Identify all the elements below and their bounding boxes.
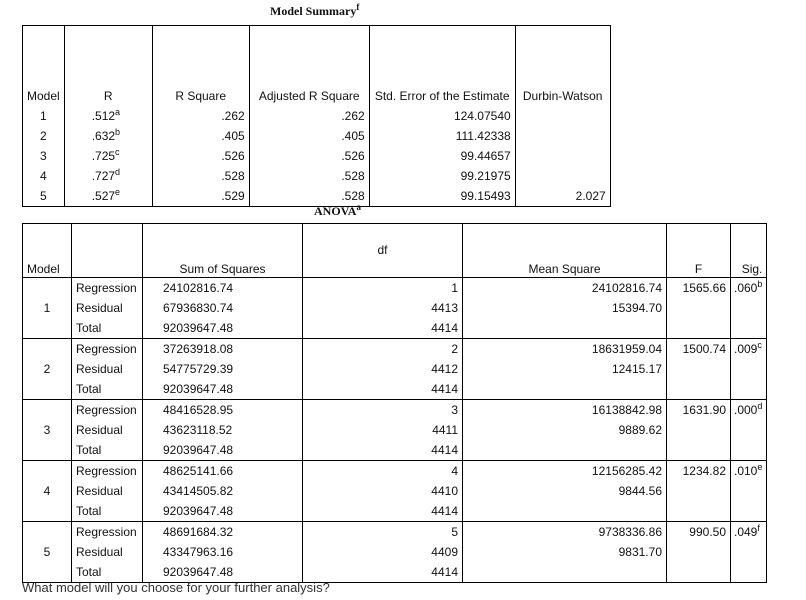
anova-sig-number: .010 xyxy=(734,464,758,478)
anova-table xyxy=(22,223,767,583)
durbin-watson-value xyxy=(515,166,610,186)
anova-mean-square xyxy=(463,562,667,583)
r-value-footnote: d xyxy=(115,167,121,177)
adjusted-r-square-value: .528 xyxy=(249,166,369,186)
anova-source: Regression xyxy=(72,339,143,360)
model-number: 4 xyxy=(23,166,65,186)
anova-sum-of-squares: 92039647.48 xyxy=(143,318,303,339)
anova-f-empty xyxy=(667,298,731,318)
model-summary-row xyxy=(23,166,611,186)
r-value-number: .527 xyxy=(91,189,116,203)
anova-sig-empty xyxy=(731,379,767,400)
anova-mean-square xyxy=(463,501,667,522)
anova-mean-square: 12415.17 xyxy=(463,359,667,379)
anova-f-value: 1500.74 xyxy=(667,339,731,360)
anova-f-empty xyxy=(667,481,731,501)
anova-sum-of-squares: 92039647.48 xyxy=(143,562,303,583)
r-value-footnote: b xyxy=(115,127,121,137)
anova-row xyxy=(23,522,767,543)
std-error-value: 99.21975 xyxy=(369,166,515,186)
anova-mean-square: 9738336.86 xyxy=(463,522,667,543)
anova-f-value: 1234.82 xyxy=(667,461,731,482)
anova-sig-empty xyxy=(731,562,767,583)
anova-row xyxy=(23,318,767,339)
anova-sig-value xyxy=(731,400,767,421)
model-summary-header-row xyxy=(23,26,611,107)
adjusted-r-square-value: .405 xyxy=(249,126,369,146)
r-value xyxy=(64,186,152,207)
anova-row xyxy=(23,298,767,318)
anova-sum-of-squares: 43623118.52 xyxy=(143,420,303,440)
anova-df: 4414 xyxy=(303,440,463,461)
anova-body xyxy=(23,278,767,583)
anova-sum-of-squares: 37263918.08 xyxy=(143,339,303,360)
anova-row xyxy=(23,379,767,400)
anova-row xyxy=(23,420,767,440)
anova-sig-empty xyxy=(731,420,767,440)
r-value-number: .512 xyxy=(91,109,116,123)
anova-mean-square xyxy=(463,318,667,339)
std-error-value: 111.42338 xyxy=(369,126,515,146)
question-text: What model will you choose for your further analysis? xyxy=(22,580,330,595)
header-adjusted-r-square: Adjusted R Square xyxy=(249,26,369,107)
std-error-value: 99.15493 xyxy=(369,186,515,207)
durbin-watson-value xyxy=(515,146,610,166)
anova-f-empty xyxy=(667,379,731,400)
r-value-number: .725 xyxy=(91,149,116,163)
anova-f-value: 1631.90 xyxy=(667,400,731,421)
anova-row xyxy=(23,359,767,379)
r-square-value: .405 xyxy=(152,126,249,146)
anova-df: 4410 xyxy=(303,481,463,501)
model-summary-title-footnote: f xyxy=(356,2,360,12)
anova-sum-of-squares: 24102816.74 xyxy=(143,278,303,299)
anova-df: 4413 xyxy=(303,298,463,318)
anova-f-value: 990.50 xyxy=(667,522,731,543)
anova-f-value: 1565.66 xyxy=(667,278,731,299)
anova-f-empty xyxy=(667,359,731,379)
anova-row xyxy=(23,481,767,501)
anova-row xyxy=(23,440,767,461)
header-durbin-watson: Durbin-Watson xyxy=(522,89,603,103)
std-error-value: 124.07540 xyxy=(369,106,515,126)
anova-sum-of-squares: 43347963.16 xyxy=(143,542,303,562)
anova-sum-of-squares: 92039647.48 xyxy=(143,440,303,461)
r-value-footnote: e xyxy=(115,187,121,197)
anova-source: Regression xyxy=(72,522,143,543)
adjusted-r-square-value: .262 xyxy=(249,106,369,126)
model-summary-row xyxy=(23,126,611,146)
anova-header-source xyxy=(72,224,143,278)
anova-df: 4414 xyxy=(303,501,463,522)
anova-f-empty xyxy=(667,440,731,461)
model-summary-row xyxy=(23,146,611,166)
anova-source: Regression xyxy=(72,278,143,299)
anova-sig-value xyxy=(731,522,767,543)
anova-mean-square: 9844.56 xyxy=(463,481,667,501)
r-value xyxy=(64,106,152,126)
anova-df: 1 xyxy=(303,278,463,299)
anova-header-row xyxy=(23,224,767,278)
anova-model-number: 2 xyxy=(23,339,72,400)
anova-model-number: 5 xyxy=(23,522,72,583)
anova-source: Total xyxy=(72,562,143,583)
r-square-value: .526 xyxy=(152,146,249,166)
anova-sig-value xyxy=(731,461,767,482)
durbin-watson-value xyxy=(515,126,610,146)
anova-mean-square: 16138842.98 xyxy=(463,400,667,421)
anova-title xyxy=(314,204,361,219)
anova-source: Total xyxy=(72,501,143,522)
anova-title-text: ANOVA xyxy=(314,204,357,218)
model-number: 5 xyxy=(23,186,65,207)
anova-row xyxy=(23,461,767,482)
anova-sig-empty xyxy=(731,501,767,522)
anova-sum-of-squares: 48691684.32 xyxy=(143,522,303,543)
anova-source: Total xyxy=(72,379,143,400)
anova-df: 4409 xyxy=(303,542,463,562)
r-value-footnote: a xyxy=(115,107,121,117)
anova-mean-square: 12156285.42 xyxy=(463,461,667,482)
adjusted-r-square-value: .528 xyxy=(249,186,369,207)
anova-model-number: 4 xyxy=(23,461,72,522)
anova-df: 4414 xyxy=(303,318,463,339)
anova-header-f: F xyxy=(667,224,731,278)
durbin-watson-value xyxy=(515,106,610,126)
anova-f-empty xyxy=(667,420,731,440)
model-summary-body xyxy=(23,106,611,207)
anova-sig-number: .000 xyxy=(734,403,758,417)
anova-row xyxy=(23,542,767,562)
anova-row xyxy=(23,400,767,421)
r-value-number: .727 xyxy=(91,169,116,183)
anova-sig-footnote: e xyxy=(757,462,763,472)
anova-mean-square xyxy=(463,440,667,461)
anova-sig-value xyxy=(731,278,767,299)
anova-row xyxy=(23,501,767,522)
anova-sig-footnote: f xyxy=(757,523,760,533)
anova-sum-of-squares: 92039647.48 xyxy=(143,501,303,522)
header-std-error: Std. Error of the Estimate xyxy=(369,26,515,107)
anova-sig-empty xyxy=(731,542,767,562)
anova-sig-number: .060 xyxy=(734,281,758,295)
anova-source: Total xyxy=(72,440,143,461)
anova-mean-square: 15394.70 xyxy=(463,298,667,318)
anova-df: 2 xyxy=(303,339,463,360)
anova-mean-square: 9831.70 xyxy=(463,542,667,562)
r-square-value: .528 xyxy=(152,166,249,186)
anova-mean-square: 24102816.74 xyxy=(463,278,667,299)
anova-mean-square xyxy=(463,379,667,400)
model-number: 1 xyxy=(23,106,65,126)
r-value xyxy=(64,166,152,186)
header-r-square: R Square xyxy=(152,26,249,107)
anova-df: 3 xyxy=(303,400,463,421)
anova-sum-of-squares: 48625141.66 xyxy=(143,461,303,482)
anova-sig-number: .049 xyxy=(734,525,758,539)
anova-header-mean-square: Mean Square xyxy=(463,224,667,278)
anova-sig-number: .009 xyxy=(734,342,758,356)
anova-sum-of-squares: 92039647.48 xyxy=(143,379,303,400)
anova-f-empty xyxy=(667,318,731,339)
anova-header-model: Model xyxy=(23,224,72,278)
header-r: R xyxy=(64,26,152,107)
anova-sig-empty xyxy=(731,298,767,318)
anova-source: Residual xyxy=(72,359,143,379)
anova-sig-value xyxy=(731,339,767,360)
anova-title-footnote: a xyxy=(356,202,361,212)
std-error-value: 99.44657 xyxy=(369,146,515,166)
anova-mean-square: 18631959.04 xyxy=(463,339,667,360)
r-square-value: .262 xyxy=(152,106,249,126)
r-value xyxy=(64,146,152,166)
header-model: Model xyxy=(23,26,65,107)
model-number: 3 xyxy=(23,146,65,166)
anova-f-empty xyxy=(667,501,731,522)
anova-row xyxy=(23,278,767,299)
anova-source: Residual xyxy=(72,298,143,318)
anova-source: Total xyxy=(72,318,143,339)
anova-sig-empty xyxy=(731,481,767,501)
anova-source: Residual xyxy=(72,481,143,501)
anova-f-empty xyxy=(667,542,731,562)
model-summary-table xyxy=(22,25,611,207)
anova-source: Regression xyxy=(72,400,143,421)
anova-df: 4412 xyxy=(303,359,463,379)
anova-header-sum-of-squares: Sum of Squares xyxy=(143,224,303,278)
r-value-footnote: c xyxy=(115,147,120,157)
anova-df: 4411 xyxy=(303,420,463,440)
anova-sig-footnote: d xyxy=(757,401,763,411)
anova-f-empty xyxy=(667,562,731,583)
r-value-number: .632 xyxy=(91,129,116,143)
model-summary-title xyxy=(270,4,359,19)
anova-sig-footnote: c xyxy=(757,340,762,350)
anova-df: 4414 xyxy=(303,562,463,583)
model-summary-row xyxy=(23,106,611,126)
anova-sum-of-squares: 43414505.82 xyxy=(143,481,303,501)
anova-sum-of-squares: 54775729.39 xyxy=(143,359,303,379)
anova-source: Residual xyxy=(72,542,143,562)
anova-sig-empty xyxy=(731,359,767,379)
anova-sum-of-squares: 48416528.95 xyxy=(143,400,303,421)
anova-source: Residual xyxy=(72,420,143,440)
durbin-watson-value: 2.027 xyxy=(575,189,606,203)
anova-source: Regression xyxy=(72,461,143,482)
model-number: 2 xyxy=(23,126,65,146)
anova-model-number: 3 xyxy=(23,400,72,461)
anova-sig-empty xyxy=(731,318,767,339)
adjusted-r-square-value: .526 xyxy=(249,146,369,166)
anova-df: 4 xyxy=(303,461,463,482)
anova-model-number: 1 xyxy=(23,278,72,339)
anova-df: 4414 xyxy=(303,379,463,400)
anova-header-df: df xyxy=(303,224,463,278)
r-value xyxy=(64,126,152,146)
anova-mean-square: 9889.62 xyxy=(463,420,667,440)
anova-sig-footnote: b xyxy=(757,279,763,289)
anova-sum-of-squares: 67936830.74 xyxy=(143,298,303,318)
anova-row xyxy=(23,339,767,360)
anova-sig-empty xyxy=(731,440,767,461)
r-square-value: .529 xyxy=(152,186,249,207)
model-summary-title-text: Model Summary xyxy=(270,4,357,18)
anova-df: 5 xyxy=(303,522,463,543)
anova-header-sig: Sig. xyxy=(741,262,763,276)
